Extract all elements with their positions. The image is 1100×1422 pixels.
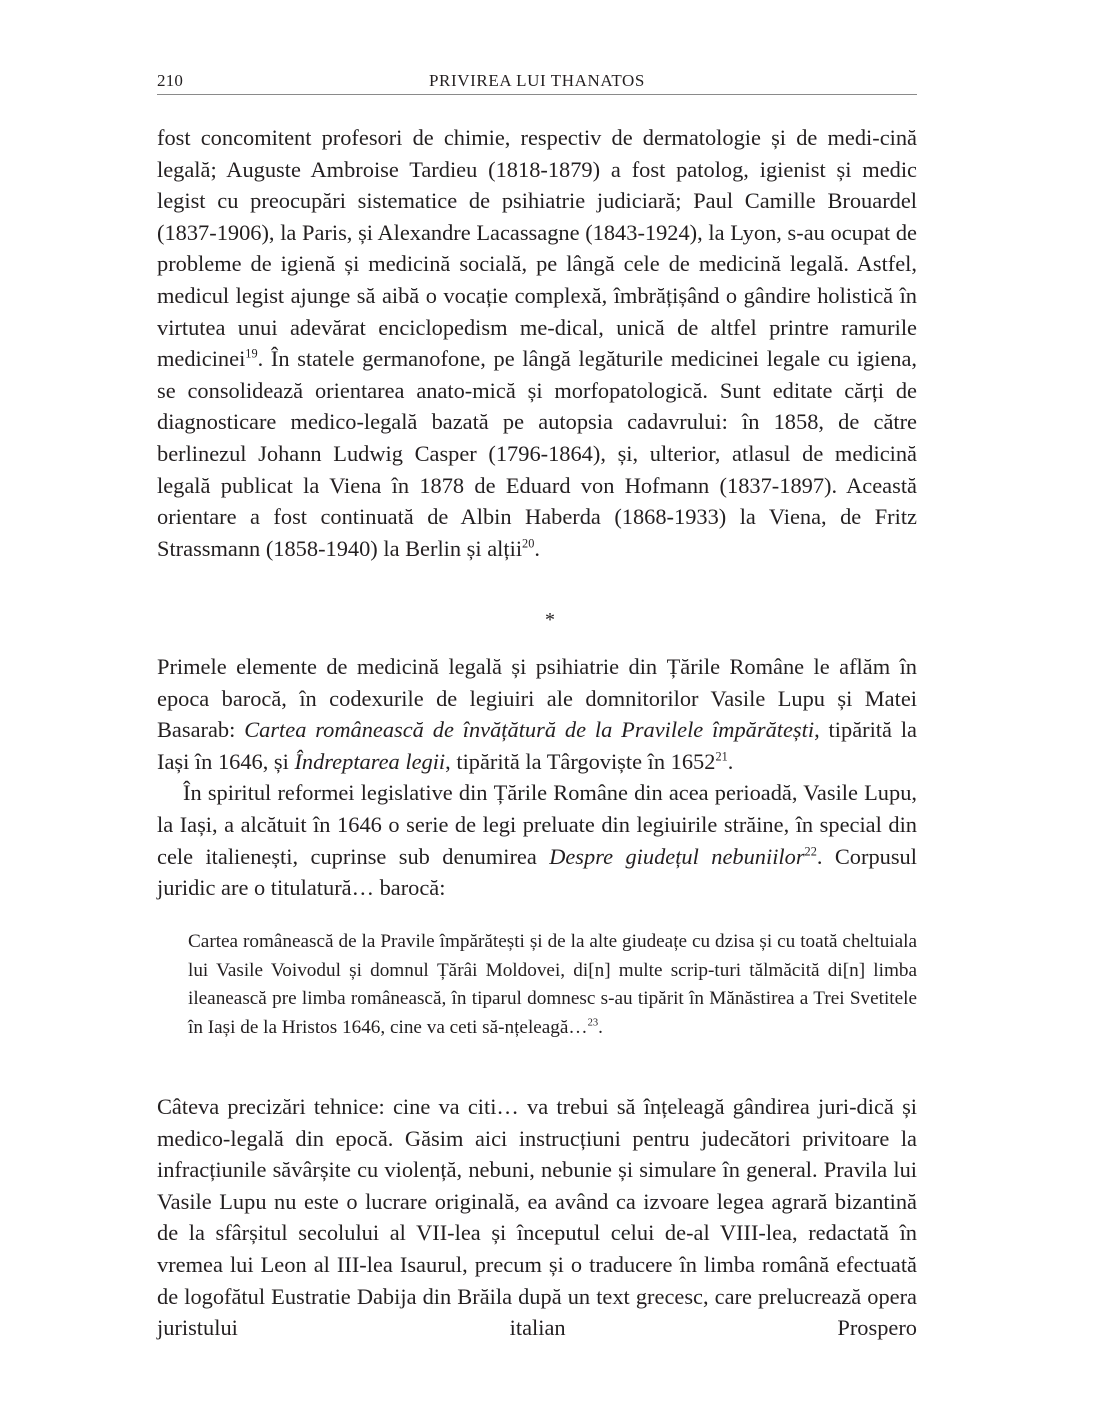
paragraph-forensic-medicine-history (157, 122, 917, 564)
book-title-despre-giudetul-nebuniilor: Despre giudețul nebuniilor (549, 843, 805, 869)
footnote-ref-20[interactable]: 20 (522, 536, 535, 551)
paragraph-romanian-lands (157, 651, 917, 904)
paragraph-text: . În statele germanofone, pe lângă legăturile medicinei legale cu igiena, se consolidează orientarea anato-mică și morfopatologică. Sunt editate cărți de diagnosticare medico-legală bazată pe autopsia cadavrului: în 1858, de către berlinezul Johann Ludwig Casper (1796-1864), și, ulterior, atlasul de medicină legală publicat la Viena în 1878 de Eduard von Hofmann (1837-1897). Această orientare a fost continuată de Albin Haberda (1868-1933) la Viena, de Fritz Strassmann (1858-1940) la Berlin și alții (157, 346, 917, 561)
paragraph-text: Primele elemente de medicină legală și psihiatrie din Țările Române le aflăm în epoca barocă, în codexurile de legiuiri ale domnitorilor Vasile Lupu și Matei Basarab: (157, 654, 917, 743)
section-separator-asterisk: * (545, 609, 555, 631)
paragraph-text: fost concomitent profesori de chimie, respectiv de dermatologie și de medi-cină legală; Auguste Ambroise Tardieu (1818-1879) a fost patolog, igienist și medic legist cu preocupări sistematice de psihiatrie judiciară; Paul Camille Brouardel (1837-1906), la Paris, și Alexandre Lacassagne (1843-1924), la Lyon, s-au ocupat de probleme de igienă și medicină socială, pe lângă cele de medicină legală. Astfel, medicul legist ajunge să aibă o vocație complexă, îmbrățișând o gândire holistică în virtutea unui adevărat enciclopedism me-dical, unică de altfel printre ramurile medicinei (157, 125, 917, 372)
book-title-cartea-romaneasca: Cartea românească de învățătură de la Pravilele împărătești (244, 717, 815, 743)
paragraph-text: Câteva precizări tehnice: cine va citi… va trebui să înțeleagă gândirea juri-dică și medico-legală din epocă. Găsim aici instrucțiuni pentru judecători privitoare la infracțiunile săvârșite cu violență, nebuni, nebunie și simulare în general. Pravila lui Vasile Lupu nu este o lucrare originală, ea având ca izvoare legea agrară bizantină de la sfârșitul secolului al VII-lea și începutul celui de-al VIII-lea, redactată în vremea lui Leon al III-lea Isaurul, precum și o traducere în limba română efectuată de logofătul Eustratie Dabija din Brăila după un text grecesc, care prelucrează opera juristului italian Prospero (157, 1094, 917, 1341)
paragraph-text: În spiritul reformei legislative din Țările Române din acea perioadă, Vasile Lupu, la Iași, a alcătuit în 1646 o serie de legi preluate din legiuirile străine, în special din cele italienești, cuprinse sub denumirea (157, 780, 917, 869)
paragraph-legislative-reform (157, 777, 917, 903)
paragraph-text: , tipărită la Târgoviște în 1652 (445, 748, 716, 774)
book-title-indreptarea-legii: Îndreptarea legii (294, 748, 446, 774)
paragraph-text: . (727, 748, 734, 774)
footnote-ref-21[interactable]: 21 (715, 749, 728, 764)
paragraph-text: . (534, 535, 540, 561)
paragraph-text: . Corpusul juridic are o titulatură… barocă: (157, 843, 917, 901)
footnote-ref-22[interactable]: 22 (804, 844, 817, 859)
footnote-ref-23[interactable]: 23 (587, 1017, 599, 1029)
page-number: 210 (157, 71, 184, 90)
quote-text: . (598, 1016, 603, 1038)
footnote-ref-19[interactable]: 19 (245, 346, 258, 361)
quote-text: Cartea românească de la Pravile împărătești și de la alte giudeațe cu dzisa și cu toată cheltuiala lui Vasile Voivodul și domnul Țărâi Moldovei, di[n] multe scrip-turi tălmăcită di[n] limba ileanească pre limba românească, în tiparul domnesc s-au tipărit în Mănăstirea a Trei Svetitele în Iași de la Hristos 1646, cine va ceti să-nțeleagă… (188, 931, 917, 1038)
paragraph-technical-notes (157, 1091, 917, 1344)
paragraph-text: , tipărită la Iași în 1646, și (157, 717, 917, 774)
running-title: PRIVIREA LUI THANATOS (429, 71, 645, 90)
block-quote (188, 928, 917, 1042)
running-header (157, 68, 917, 95)
